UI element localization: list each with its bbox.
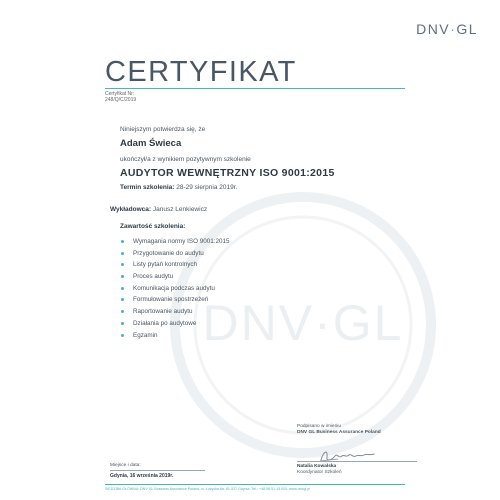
logo-dot: · (450, 21, 457, 37)
list-item: Formułowanie spostrzeżeń (121, 296, 230, 308)
list-item: Wymagania normy ISO 9001:2015 (121, 238, 230, 250)
list-item: Komunikacja podczas audytu (121, 285, 230, 297)
place-date-line (110, 470, 205, 471)
footer-address: SIEDZIBA GŁÓWNA: DNV GL Business Assurance Poland, ul. Łużycka 6a, 81-537 Gdynia, Tel.: +48 58 51 15 000, www.dnvgl.pl (105, 487, 311, 491)
place-date-value: Gdynia, 16 września 2019r. (110, 473, 174, 479)
course-title: AUDYTOR WEWNĘTRZNY ISO 9001:2015 (120, 167, 335, 179)
footer-divider (105, 484, 405, 485)
list-item: Proces audytu (121, 273, 230, 285)
term-value: 28-29 sierpnia 2019r. (176, 184, 238, 191)
lecturer-value: Janusz Lenkiewicz (152, 206, 208, 213)
signer-name: Natalia Kowalska (297, 464, 337, 469)
lecturer-label: Wykładowca: (110, 206, 152, 213)
signature-header (297, 424, 437, 436)
certificate-number: 248/Q/C/2019 (105, 97, 137, 103)
certificate-number-label: Certyfikat Nr: (105, 91, 135, 97)
content-label: Zawartość szkolenia: (120, 223, 186, 230)
term-label: Termin szkolenia: (120, 184, 175, 191)
list-item: Raportowanie audytu (121, 308, 230, 320)
training-term (120, 184, 237, 191)
intro-text: Niniejszym potwierdza się, że (120, 126, 206, 133)
completed-text: ukończył/a z wynikiem pozytywnym szkolenie (120, 156, 251, 163)
on-behalf-label: Podpisano w imieniu (297, 424, 341, 429)
list-item: Listy pytań kontrolnych (121, 261, 230, 273)
organization-name: DNV GL Business Assurance Poland (297, 430, 381, 435)
logo-text-left: DNV (416, 21, 451, 37)
title-divider (105, 88, 405, 89)
signer-role: Koordynator Szkoleń (297, 470, 342, 475)
watermark-text: DNV·GL (202, 295, 404, 351)
topics-list (121, 238, 230, 343)
dnv-gl-logo (416, 21, 478, 37)
logo-text-right: GL (456, 21, 478, 37)
list-item: Egzamin (121, 332, 230, 344)
certificate-title: CERTYFIKAT (105, 56, 297, 88)
list-item: Działania po audytowe (121, 320, 230, 332)
certificate-number-block (105, 91, 136, 103)
place-date-label: Miejsce i data: (110, 463, 141, 468)
recipient-name: Adam Świeca (120, 138, 182, 149)
lecturer (110, 206, 207, 213)
signature-line (297, 461, 417, 462)
list-item: Przygotowanie do audytu (121, 250, 230, 262)
